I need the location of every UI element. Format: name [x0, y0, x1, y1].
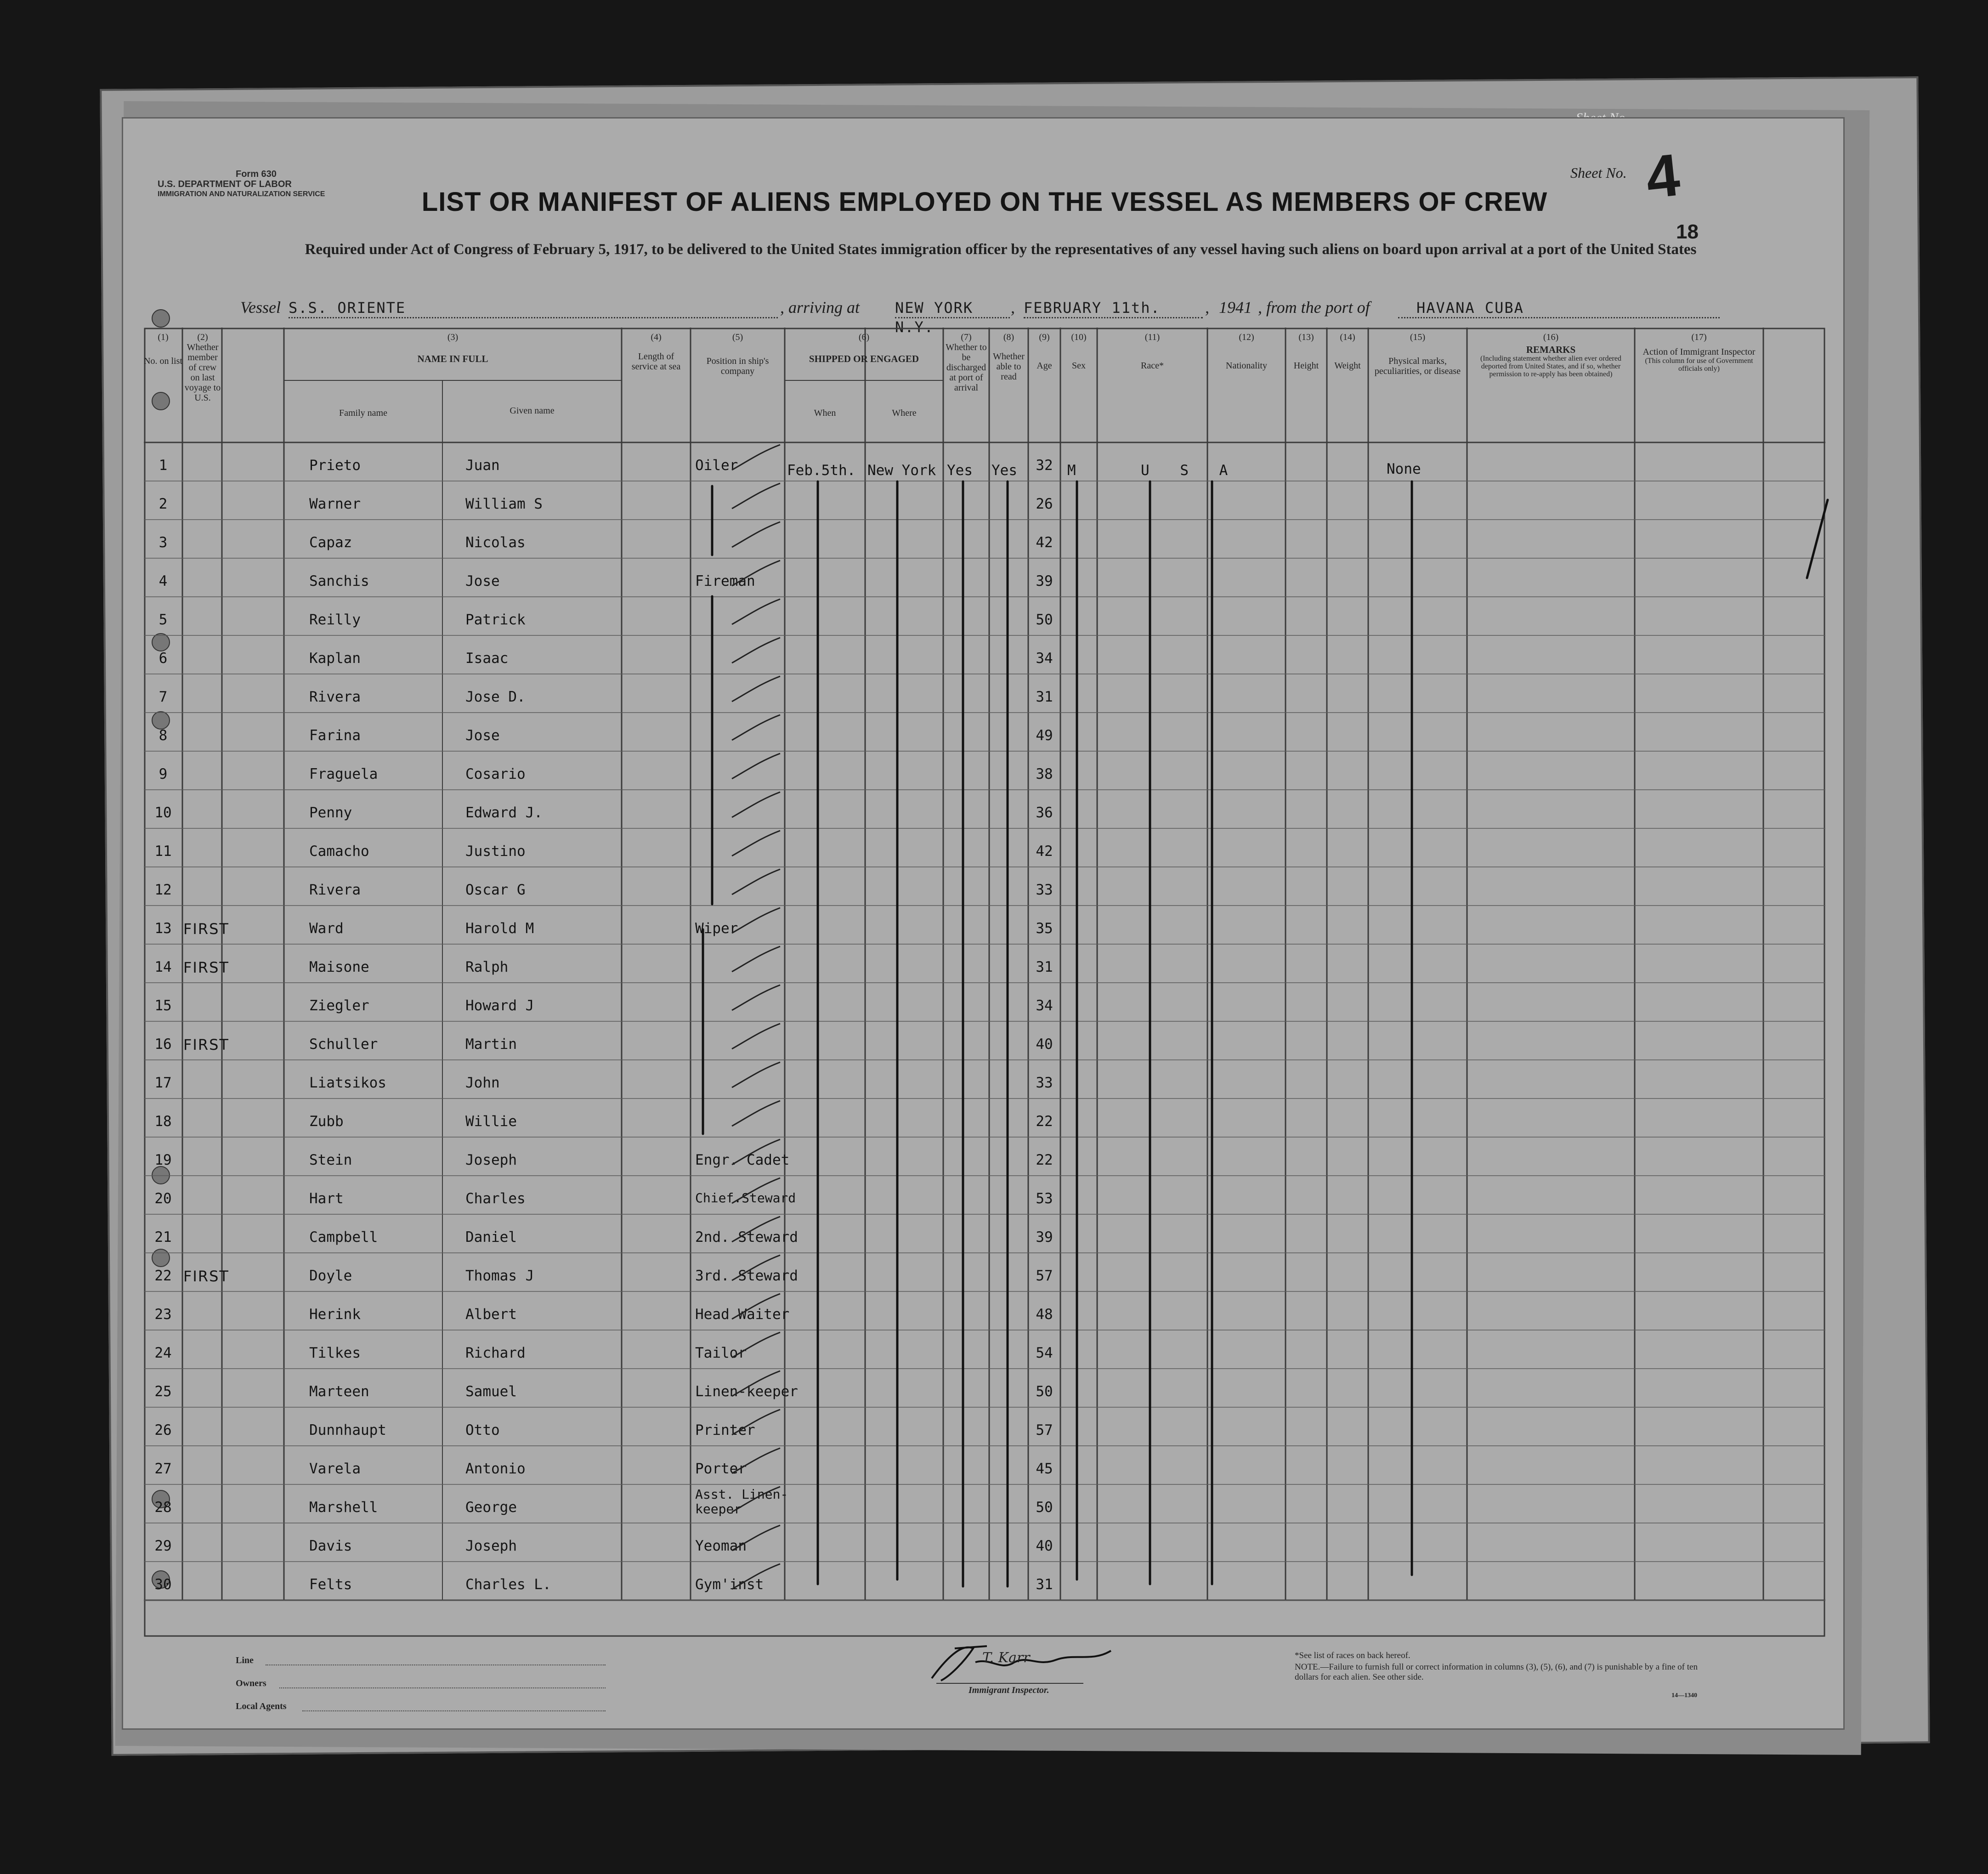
col-6b-header: Where: [892, 408, 917, 418]
given-name: Justino: [465, 843, 526, 860]
age: 36: [1036, 804, 1053, 821]
ditto-marks: [123, 119, 1846, 1731]
length-ditto-mark: [732, 599, 780, 624]
length-ditto-mark: [732, 445, 780, 470]
given-name: Albert: [465, 1306, 517, 1323]
arrival-year: 1941: [1219, 298, 1252, 317]
given-name: Charles L.: [465, 1576, 551, 1593]
length-ditto-mark: [732, 1448, 780, 1473]
age: 42: [1036, 534, 1053, 551]
age: 34: [1036, 997, 1053, 1014]
given-name: Harold M: [465, 920, 534, 937]
family-name: Sanchis: [309, 573, 369, 589]
ship-position: 2nd. Steward: [695, 1229, 798, 1246]
col-3-header: (3) NAME IN FULL: [417, 332, 488, 364]
age: 57: [1036, 1268, 1053, 1284]
length-ditto-mark: [732, 483, 780, 509]
family-name: Doyle: [309, 1268, 352, 1284]
col-14-header: (14) Weight: [1334, 332, 1361, 371]
col-9-header: (9) Age: [1036, 332, 1052, 371]
family-name: Rivera: [309, 689, 361, 705]
age: 39: [1036, 573, 1053, 589]
length-ditto-mark: [732, 638, 780, 663]
row-number: 29: [154, 1538, 172, 1554]
row-number: 11: [154, 843, 172, 860]
family-name: Kaplan: [309, 650, 361, 667]
given-name: Juan: [465, 457, 500, 474]
ship-position: Engr. Cadet: [695, 1152, 790, 1168]
family-name: Hart: [309, 1190, 344, 1207]
col-13-header: (13) Height: [1293, 332, 1319, 371]
prior-voyage-mark: FIRST: [183, 1036, 229, 1053]
family-name: Liatsikos: [309, 1075, 386, 1091]
age: 42: [1036, 843, 1053, 860]
penalty-note: NOTE.—Failure to furnish full or correct information in columns (3), (5), (6), and (7) is punishable by a fine of ten dollars for each alien. See other side.: [1295, 1662, 1698, 1682]
age: 50: [1036, 1499, 1053, 1516]
row-number: 25: [154, 1383, 172, 1400]
length-ditto-mark: [732, 1371, 780, 1396]
departure-port: HAVANA CUBA: [1416, 299, 1524, 317]
length-ditto-mark: [732, 1332, 780, 1358]
given-name: William S: [465, 496, 543, 512]
inspector-label: Immigrant Inspector.: [969, 1685, 1049, 1695]
age: 26: [1036, 496, 1053, 512]
length-ditto-mark: [732, 561, 780, 586]
given-name: Oscar G: [465, 882, 526, 898]
row-number: 5: [159, 611, 168, 628]
length-ditto-mark: [732, 1101, 780, 1126]
owners-field: [279, 1687, 606, 1688]
ship-position: Head Waiter: [695, 1306, 790, 1323]
age: 39: [1036, 1229, 1053, 1246]
length-ditto-mark: [732, 1024, 780, 1049]
row-number: 17: [154, 1075, 172, 1091]
age: 54: [1036, 1345, 1053, 1361]
read-value: Yes: [991, 462, 1017, 479]
col-3a-header: Family name: [339, 408, 387, 418]
nationality-value: U S A: [1141, 462, 1239, 479]
family-name: Ward: [309, 920, 344, 937]
family-name: Stein: [309, 1152, 352, 1168]
age: 38: [1036, 766, 1053, 782]
col-1-header: (1) No. on list: [144, 332, 182, 366]
row-number: 2: [159, 496, 168, 512]
col-7-header: (7) Whether to be discharged at port of arrival: [946, 332, 987, 393]
length-ditto-mark: [732, 1217, 780, 1242]
col-6-header: (6) SHIPPED OR ENGAGED: [809, 332, 919, 364]
col-5-header: (5) Position in ship's company: [706, 332, 769, 376]
ship-position: Porter: [695, 1461, 747, 1477]
row-number: 21: [154, 1229, 172, 1246]
vessel-name: S.S. ORIENTE: [289, 299, 406, 317]
family-name: Tilkes: [309, 1345, 361, 1361]
family-name: Herink: [309, 1306, 361, 1323]
family-name: Zubb: [309, 1113, 344, 1130]
given-name: Joseph: [465, 1538, 517, 1554]
col-6a-header: When: [814, 408, 836, 418]
family-name: Fraguela: [309, 766, 378, 782]
given-name: Joseph: [465, 1152, 517, 1168]
family-name: Felts: [309, 1576, 352, 1593]
ship-position: Linen-keeper: [695, 1383, 798, 1400]
row-number: 7: [159, 689, 168, 705]
given-name: Thomas J: [465, 1268, 534, 1284]
discharged-value: Yes: [947, 462, 973, 479]
physical-value: None: [1387, 461, 1421, 477]
sex-value: M: [1067, 462, 1076, 479]
ship-position: 3rd. Steward: [695, 1268, 798, 1284]
row-number: 27: [154, 1461, 172, 1477]
form-number: Form 630: [236, 169, 277, 179]
given-name: Nicolas: [465, 534, 526, 551]
races-note: *See list of races on back hereof.: [1295, 1651, 1410, 1660]
given-name: Jose: [465, 573, 500, 589]
length-ditto-mark: [732, 869, 780, 895]
row-number: 26: [154, 1422, 172, 1438]
given-name: Cosario: [465, 766, 526, 782]
given-name: George: [465, 1499, 517, 1516]
age: 57: [1036, 1422, 1053, 1438]
row-number: 3: [159, 534, 168, 551]
row-number: 13: [154, 920, 172, 937]
given-name: Samuel: [465, 1383, 517, 1400]
col-10-header: (10) Sex: [1071, 332, 1087, 371]
length-ditto-mark: [732, 1139, 780, 1165]
sheet-no-label: Sheet No.: [1570, 164, 1627, 181]
length-ditto-mark: [732, 1255, 780, 1280]
prior-voyage-mark: FIRST: [183, 920, 229, 938]
row-number: 14: [154, 959, 172, 975]
family-name: Varela: [309, 1461, 361, 1477]
age: 50: [1036, 611, 1053, 628]
prior-voyage-mark: FIRST: [183, 1268, 229, 1285]
given-name: Otto: [465, 1422, 500, 1438]
sheet-no-value: 4: [1643, 141, 1683, 211]
col-17-header: (17) Action of Immigrant Inspector (This column for use of Government officials only): [1643, 332, 1756, 373]
row-number: 22: [154, 1268, 172, 1284]
family-name: Dunnhaupt: [309, 1422, 386, 1438]
given-name: Ralph: [465, 959, 509, 975]
row-number: 28: [154, 1499, 172, 1516]
length-ditto-mark: [732, 753, 780, 779]
age: 35: [1036, 920, 1053, 937]
row-number: 8: [159, 727, 168, 744]
age: 22: [1036, 1152, 1053, 1168]
age: 53: [1036, 1190, 1053, 1207]
family-name: Camacho: [309, 843, 369, 860]
col-16-header: (16) REMARKS (Including statement whether alien ever ordered deported from United States, and if so, whether permission to re-apply has been obtained): [1480, 332, 1621, 378]
age: 31: [1036, 689, 1053, 705]
col-2-header: (2) Whether member of crew on last voyage to U.S.: [184, 332, 221, 403]
col-11-header: (11) Race*: [1141, 332, 1164, 371]
given-name: Isaac: [465, 650, 509, 667]
family-name: Capaz: [309, 534, 352, 551]
row-number: 18: [154, 1113, 172, 1130]
row-number: 9: [159, 766, 168, 782]
shipped-where: New York: [867, 462, 936, 479]
family-name: Davis: [309, 1538, 352, 1554]
family-name: Ziegler: [309, 997, 369, 1014]
signature-line: [936, 1683, 1083, 1684]
family-name: Campbell: [309, 1229, 378, 1246]
family-name: Farina: [309, 727, 361, 744]
arriving-port: NEW YORK N.Y.: [895, 299, 974, 336]
row-number: 24: [154, 1345, 172, 1361]
age: 33: [1036, 882, 1053, 898]
ship-position: Chief.Steward: [695, 1190, 796, 1206]
ship-position: Tailor: [695, 1345, 747, 1361]
length-ditto-mark: [732, 1487, 780, 1512]
given-name: Antonio: [465, 1461, 526, 1477]
family-name: Rivera: [309, 882, 361, 898]
age: 22: [1036, 1113, 1053, 1130]
row-number: 1: [159, 457, 168, 474]
row-number: 10: [154, 804, 172, 821]
age: 40: [1036, 1538, 1053, 1554]
given-name: Edward J.: [465, 804, 543, 821]
agents-field: [302, 1710, 606, 1711]
row-number: 6: [159, 650, 168, 667]
department: U.S. DEPARTMENT OF LABOR: [158, 179, 292, 189]
family-name: Reilly: [309, 611, 361, 628]
length-ditto-mark: [732, 1410, 780, 1435]
comma-1: ,: [1011, 298, 1015, 317]
family-name: Marshell: [309, 1499, 378, 1516]
given-name: Daniel: [465, 1229, 517, 1246]
length-ditto-mark: [732, 1178, 780, 1203]
given-name: Howard J: [465, 997, 534, 1014]
given-name: Jose D.: [465, 689, 526, 705]
age: 31: [1036, 959, 1053, 975]
agents-label: Local Agents: [236, 1701, 287, 1711]
family-name: Schuller: [309, 1036, 378, 1053]
family-name: Penny: [309, 804, 352, 821]
col-8-header: (8) Whether able to read: [993, 332, 1025, 382]
row-number: 12: [154, 882, 172, 898]
family-name: Prieto: [309, 457, 361, 474]
ship-position: Yeoman: [695, 1538, 747, 1554]
length-ditto-mark: [732, 1564, 780, 1589]
vessel-label: Vessel: [240, 298, 281, 317]
ship-position: Gym'inst: [695, 1576, 764, 1593]
length-ditto-mark: [732, 985, 780, 1010]
page-subtitle: Required under Act of Congress of February 5, 1917, to be delivered to the United States immigration officer by the representatives of any vessel having such aliens on board upon arrival at a port of the United States: [305, 241, 1697, 258]
comma-2: ,: [1205, 298, 1209, 317]
row-number: 4: [159, 573, 168, 589]
age: 45: [1036, 1461, 1053, 1477]
arrival-date: FEBRUARY 11th.: [1024, 299, 1161, 317]
page-title: LIST OR MANIFEST OF ALIENS EMPLOYED ON THE VESSEL AS MEMBERS OF CREW: [421, 187, 1548, 217]
length-ditto-mark: [732, 1294, 780, 1319]
owners-label: Owners: [236, 1678, 266, 1688]
family-name: Maisone: [309, 959, 369, 975]
length-ditto-mark: [732, 1062, 780, 1087]
sheet-total: 18: [1676, 221, 1699, 243]
prior-voyage-mark: FIRST: [183, 959, 229, 976]
col-12-header: (12) Nationality: [1226, 332, 1267, 371]
given-name: Patrick: [465, 611, 526, 628]
age: 32: [1036, 457, 1053, 474]
length-ditto-mark: [732, 946, 780, 972]
age: 34: [1036, 650, 1053, 667]
ship-position: Asst. Linen-keeper: [695, 1487, 788, 1517]
given-name: Willie: [465, 1113, 517, 1130]
from-label: , from the port of: [1258, 298, 1370, 317]
length-ditto-mark: [732, 676, 780, 702]
age: 31: [1036, 1576, 1053, 1593]
ship-position: Oiler: [695, 457, 738, 474]
given-name: Jose: [465, 727, 500, 744]
length-ditto-mark: [732, 715, 780, 740]
age: 49: [1036, 727, 1053, 744]
age: 40: [1036, 1036, 1053, 1053]
age: 48: [1036, 1306, 1053, 1323]
row-number: 20: [154, 1190, 172, 1207]
given-name: Richard: [465, 1345, 526, 1361]
arriving-label: , arriving at: [780, 298, 860, 317]
inspector-signature: [923, 1635, 1152, 1690]
given-name: Charles: [465, 1190, 526, 1207]
service: IMMIGRATION AND NATURALIZATION SERVICE: [158, 190, 325, 198]
given-name: John: [465, 1075, 500, 1091]
col-15-header: (15) Physical marks, peculiarities, or disease: [1374, 332, 1461, 376]
length-ditto-mark: [732, 792, 780, 817]
row-number: 23: [154, 1306, 172, 1323]
row-number: 30: [154, 1576, 172, 1593]
line-label: Line: [236, 1655, 254, 1665]
print-code: 14—1340: [1671, 1692, 1697, 1699]
age: 50: [1036, 1383, 1053, 1400]
row-number: 15: [154, 997, 172, 1014]
manifest-sheet: [122, 117, 1845, 1730]
family-name: Warner: [309, 496, 361, 512]
age: 33: [1036, 1075, 1053, 1091]
given-name: Martin: [465, 1036, 517, 1053]
row-number: 19: [154, 1152, 172, 1168]
row-number: 16: [154, 1036, 172, 1053]
ship-position: Printer: [695, 1422, 755, 1438]
length-ditto-mark: [732, 522, 780, 547]
col-3b-header: Given name: [510, 406, 555, 416]
length-ditto-mark: [732, 831, 780, 856]
family-name: Marteen: [309, 1383, 369, 1400]
signature-text: T. Karr: [982, 1650, 1030, 1666]
ship-position: Wiper: [695, 920, 738, 937]
length-ditto-mark: [732, 908, 780, 933]
col-4-header: (4) Length of service at sea: [631, 332, 681, 372]
length-ditto-mark: [732, 1525, 780, 1551]
ship-position: Fireman: [695, 573, 755, 589]
shipped-when: Feb.5th.: [787, 462, 856, 479]
